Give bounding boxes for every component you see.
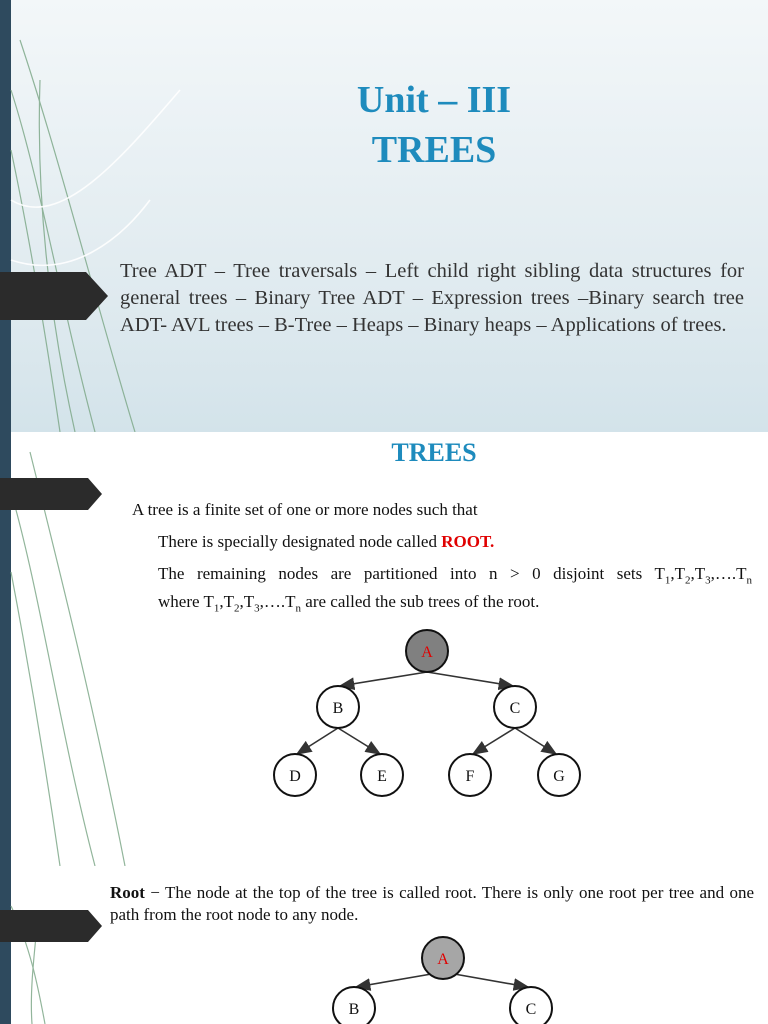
tree-node-a: [422, 937, 464, 979]
tree-node-d: [274, 754, 316, 796]
root-keyword: ROOT.: [441, 532, 495, 551]
edge-b-d: [297, 728, 338, 754]
tree-node-b: [333, 987, 375, 1024]
svg-text:A: A: [437, 951, 449, 968]
tree-node-f: [449, 754, 491, 796]
svg-text:C: C: [509, 700, 521, 717]
bullet-definition: A tree is a finite set of one or more nodes such that: [132, 500, 478, 519]
slide-3: [0, 866, 768, 1024]
root-tree-diagram: [0, 866, 768, 1024]
tree-node-a: [406, 630, 448, 672]
svg-text:E: E: [377, 768, 387, 785]
tree-node-e: [361, 754, 403, 796]
edge-b-e: [338, 728, 380, 754]
bullet-subtrees: The remaining nodes are partitioned into n > 0 disjoint sets $T_1,T_2,T_3,\dots.T_n$ where $T_1,T_2,T_3,\dots.T_n$ are called the sub trees of the root.: [158, 564, 752, 615]
edge-a-c: [427, 672, 513, 686]
root-definition: Root − The node at the top of the tree is called root. There is only one root per tree and one path from the root node to any node.: [110, 883, 754, 924]
tree-node-b: [317, 686, 359, 728]
unit-title: Unit – III: [356, 79, 512, 121]
tree-node-g: [538, 754, 580, 796]
syllabus-text: Tree ADT – Tree traversals – Left child right sibling data structures for general trees – Binary Tree ADT – Expression trees –Binary search tree ADT- AVL trees – B-Tree – Heaps – Binary heaps – Applications of trees.: [120, 260, 744, 336]
decorative-swirl: [0, 0, 200, 432]
slide-1: [0, 0, 768, 432]
arrow-tab: [0, 272, 110, 320]
root-term: Root: [110, 883, 145, 902]
svg-text:F: F: [465, 768, 475, 785]
edge-a-b: [340, 672, 427, 686]
tree-diagram: [0, 432, 768, 866]
bullet-root: There is specially designated node called ROOT.: [158, 532, 495, 551]
svg-text:G: G: [553, 768, 565, 785]
edge-c-g: [515, 728, 556, 754]
edge-c-f: [473, 728, 515, 754]
svg-text:D: D: [289, 768, 301, 785]
svg-text:B: B: [348, 1001, 360, 1018]
svg-text:B: B: [332, 700, 344, 717]
section-title: TREES: [391, 438, 477, 467]
svg-text:C: C: [525, 1001, 537, 1018]
tree-node-c: [510, 987, 552, 1024]
svg-text:A: A: [421, 644, 433, 661]
tree-node-c: [494, 686, 536, 728]
topic-title: TREES: [371, 129, 497, 171]
slide-2: [0, 432, 768, 866]
